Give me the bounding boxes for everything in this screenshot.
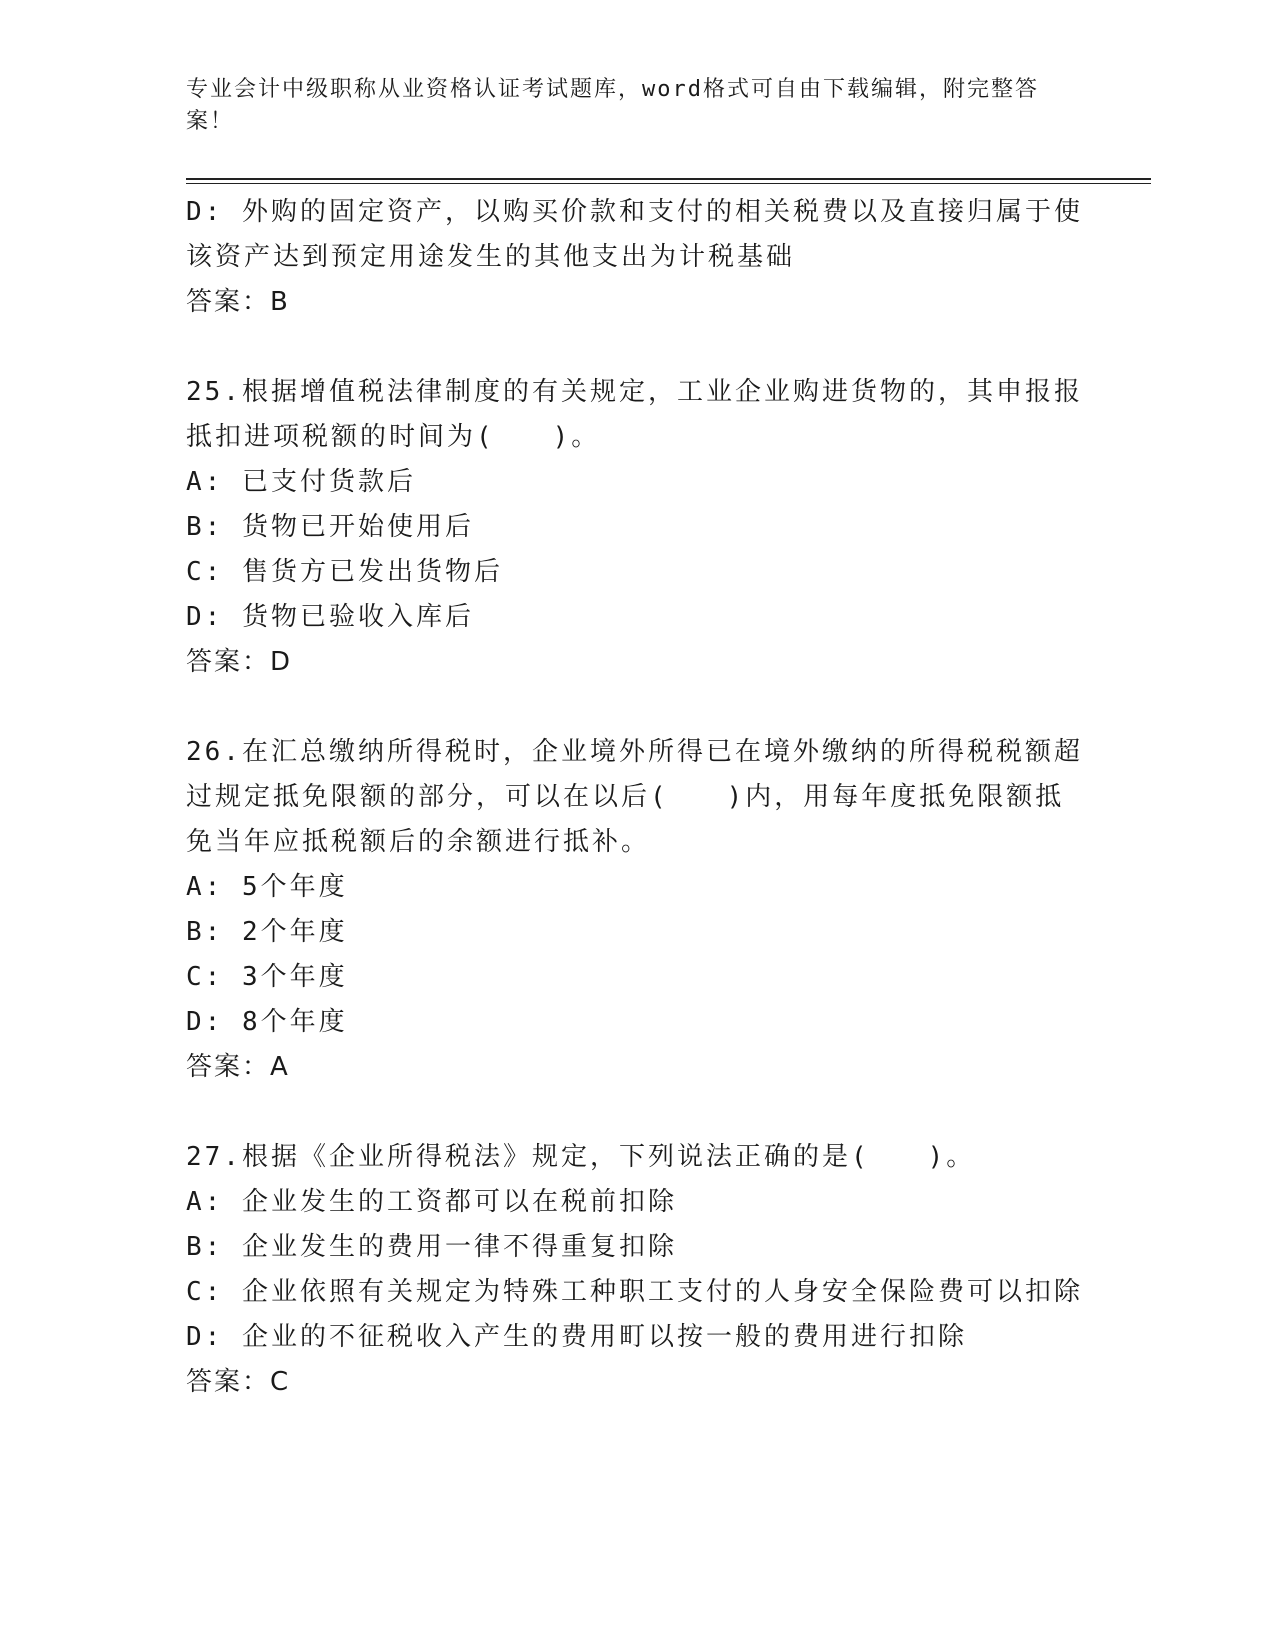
question-27 — [186, 1135, 1083, 1405]
header-line-1: 专业会计中级职称从业资格认证考试题库，word格式可自由下载编辑，附完整答 — [186, 77, 1039, 102]
option-c: C: 售货方已发出货物后 — [186, 557, 503, 587]
document-body — [186, 190, 1083, 1450]
option-d: D: 企业的不征税收入产生的费用町以按一般的费用进行扣除 — [186, 1322, 967, 1352]
answer-line: 答案：B — [186, 287, 290, 317]
answer-line: 答案：C — [186, 1367, 291, 1397]
page-header — [186, 74, 1056, 138]
question-stem-line: 免当年应抵税额后的余额进行抵补。 — [186, 827, 651, 857]
header-divider-thin — [186, 183, 1151, 184]
option-d: D: 货物已验收入库后 — [186, 602, 474, 632]
option-a: A: 企业发生的工资都可以在税前扣除 — [186, 1187, 677, 1217]
question-continuation — [186, 190, 1083, 325]
option-a: A: 5个年度 — [186, 872, 348, 902]
option-c: C: 3个年度 — [186, 962, 348, 992]
question-stem-line: 27.根据《企业所得税法》规定，下列说法正确的是( )。 — [186, 1142, 976, 1172]
question-stem-line: 26.在汇总缴纳所得税时，企业境外所得已在境外缴纳的所得税税额超 — [186, 737, 1083, 767]
question-stem-line: 抵扣进项税额的时间为( )。 — [186, 422, 601, 452]
option-b: B: 2个年度 — [186, 917, 348, 947]
header-divider-thick — [186, 178, 1151, 180]
option-a: A: 已支付货款后 — [186, 467, 416, 497]
answer-line: 答案：A — [186, 1052, 290, 1082]
question-stem-line: 25.根据增值税法律制度的有关规定，工业企业购进货物的，其申报报 — [186, 377, 1083, 407]
question-25 — [186, 370, 1083, 685]
question-26 — [186, 730, 1083, 1090]
header-line-2: 案！ — [186, 109, 235, 134]
option-d: D: 8个年度 — [186, 1007, 348, 1037]
option-b: B: 企业发生的费用一律不得重复扣除 — [186, 1232, 677, 1262]
option-d-line-1: D: 外购的固定资产，以购买价款和支付的相关税费以及直接归属于使 — [186, 197, 1083, 227]
option-d-line-2: 该资产达到预定用途发生的其他支出为计税基础 — [186, 242, 796, 272]
answer-line: 答案：D — [186, 647, 293, 677]
option-b: B: 货物已开始使用后 — [186, 512, 474, 542]
question-stem-line: 过规定抵免限额的部分，可以在以后( )内，用每年度抵免限额抵 — [186, 782, 1065, 812]
option-c: C: 企业依照有关规定为特殊工种职工支付的人身安全保险费可以扣除 — [186, 1277, 1083, 1307]
